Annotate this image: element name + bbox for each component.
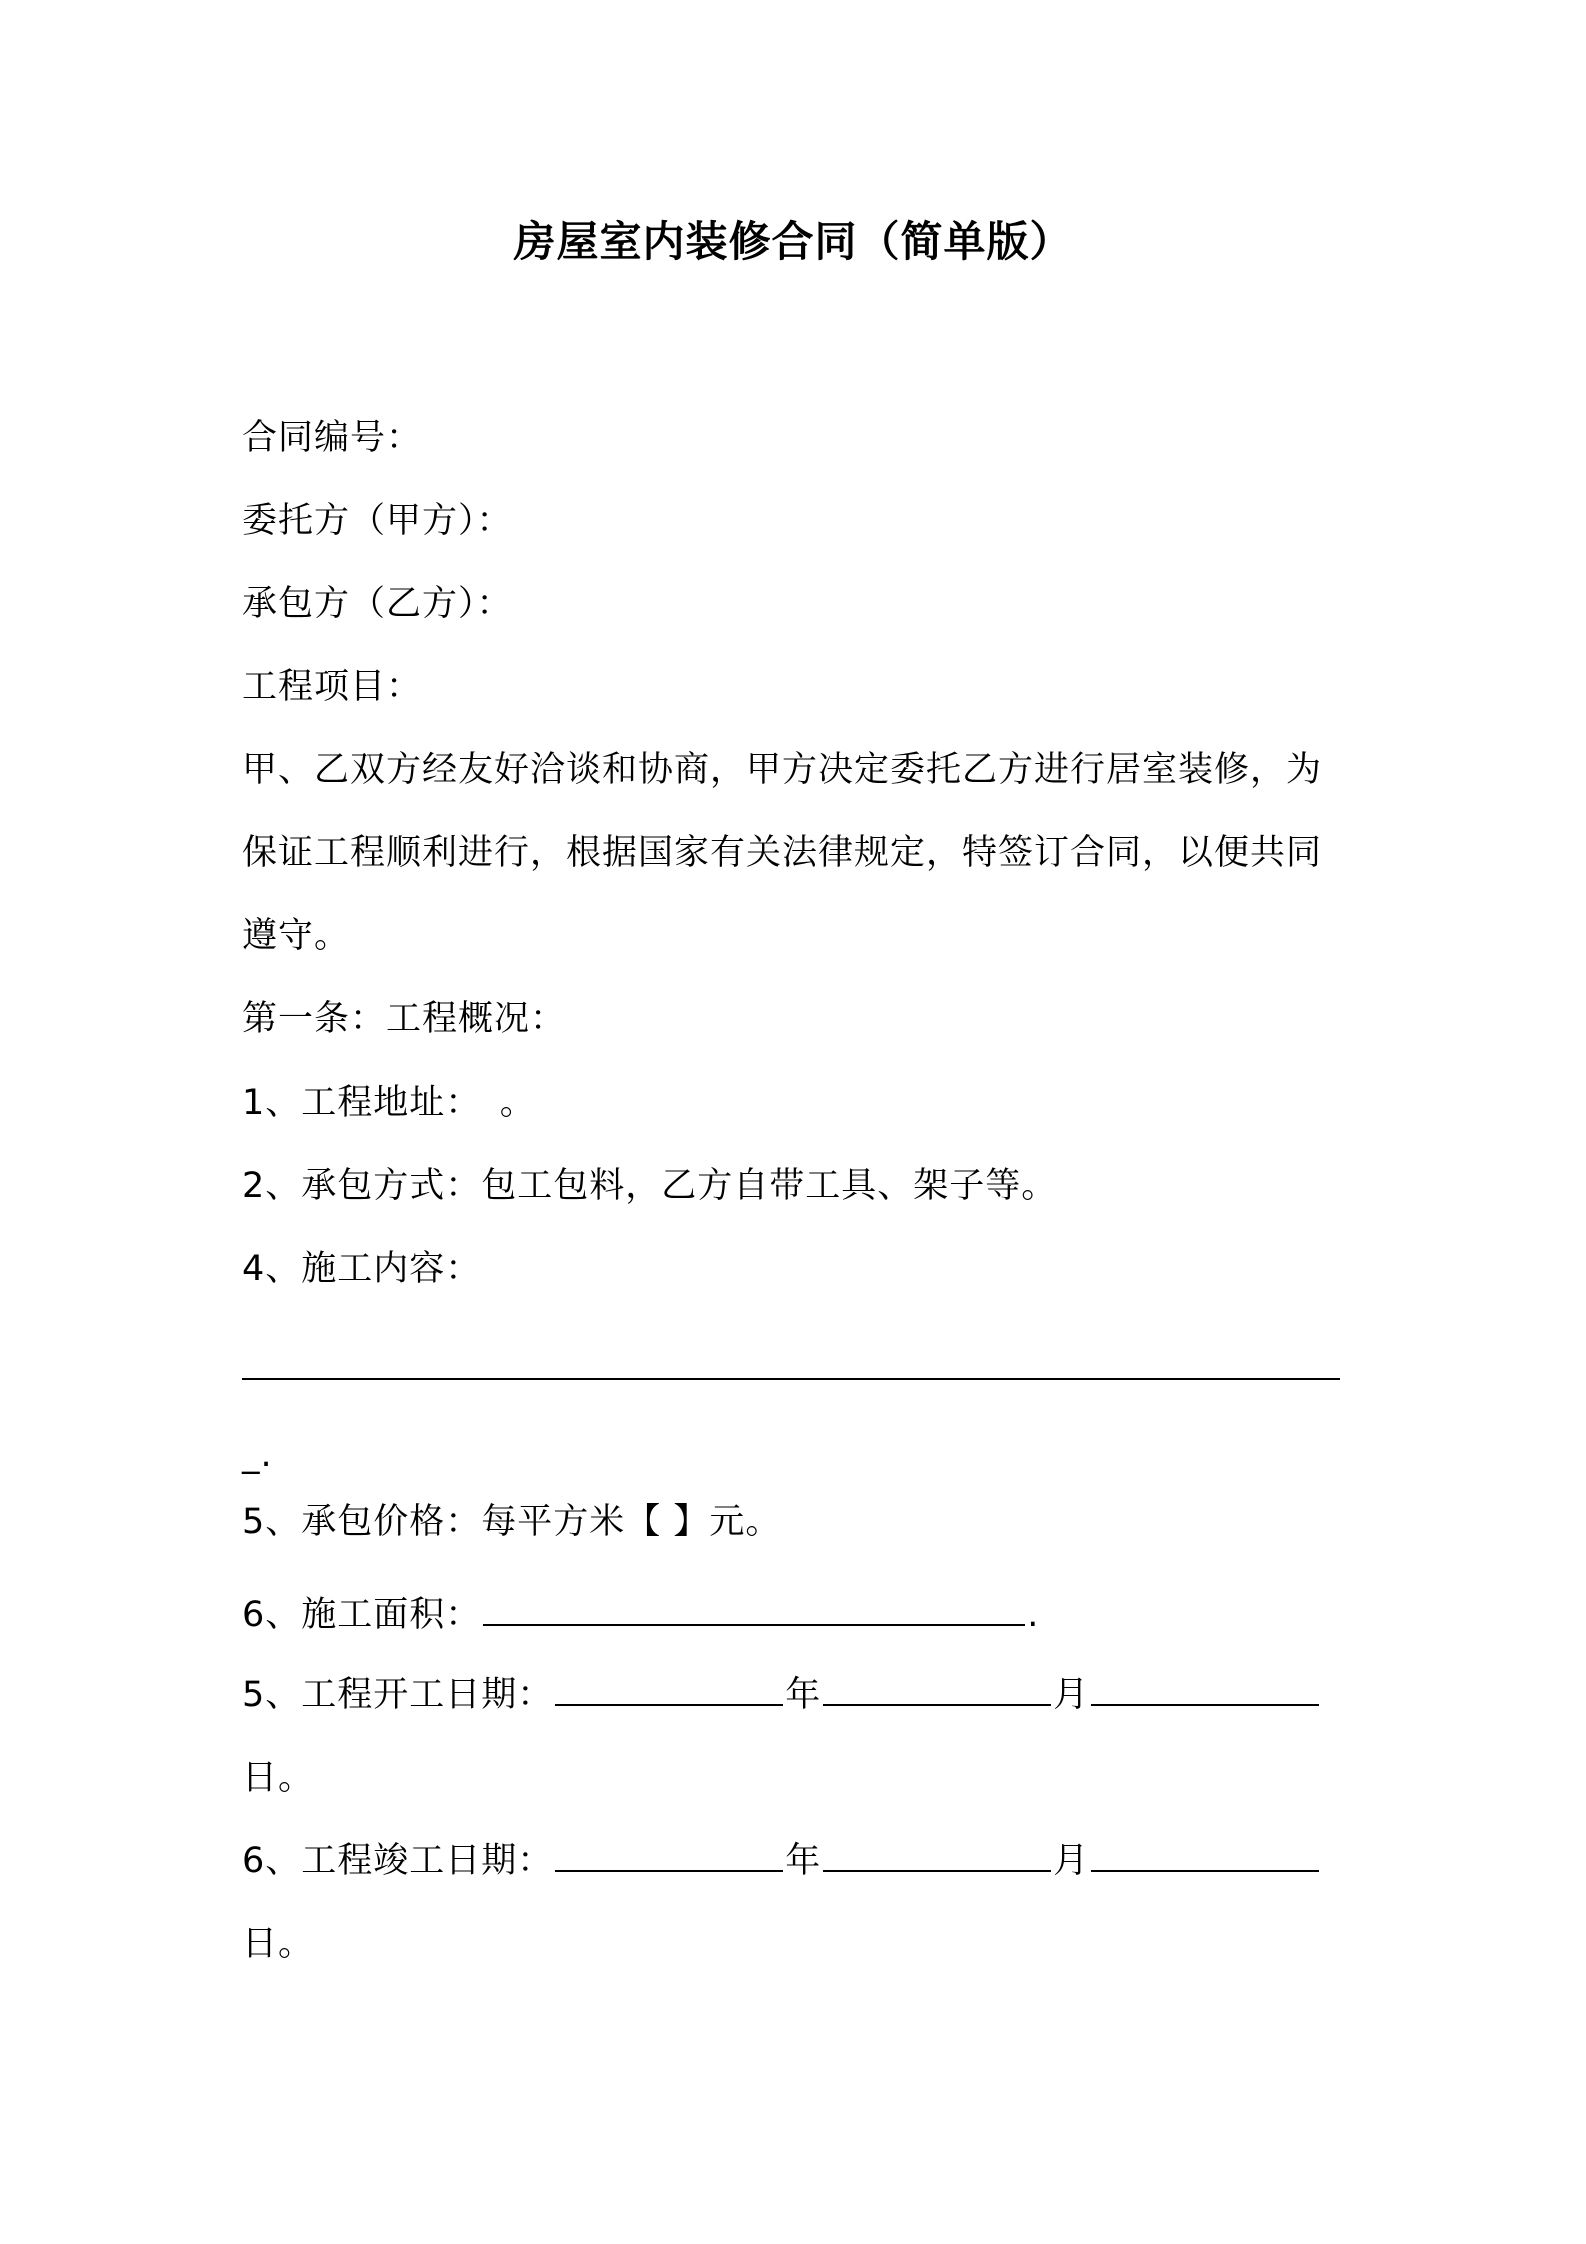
preamble-line-2: 保证工程顺利进行，根据国家有关法律规定，特签订合同，以便共同: [242, 833, 1323, 873]
construction-area-end: .: [1027, 1595, 1040, 1635]
construction-content-label: 4、施工内容：: [242, 1249, 482, 1289]
project-address: 1、工程地址： 。: [242, 1083, 536, 1123]
completion-year-unit: 年: [785, 1841, 822, 1881]
contract-price: 5、承包价格：每平方米【 】元。: [242, 1502, 782, 1542]
start-year-blank: [555, 1674, 783, 1706]
project-label: 工程项目：: [242, 667, 423, 707]
party-b-label: 承包方（乙方）：: [242, 584, 513, 624]
construction-content-blank-line: [242, 1378, 1340, 1380]
start-date-label: 5、工程开工日期：: [242, 1675, 554, 1715]
construction-area-row: [242, 1590, 1039, 1640]
completion-year-blank: [555, 1840, 783, 1872]
construction-content-end: _.: [242, 1435, 273, 1475]
document-title: 房屋室内装修合同（简单版）: [513, 217, 1073, 266]
preamble-line-3: 遵守。: [242, 916, 351, 956]
completion-date-label: 6、工程竣工日期：: [242, 1841, 554, 1881]
contract-method: 2、承包方式：包工包料，乙方自带工具、架子等。: [242, 1166, 1058, 1206]
start-day-blank: [1091, 1674, 1319, 1706]
start-month-unit: 月: [1053, 1675, 1090, 1715]
construction-area-blank: [483, 1594, 1025, 1626]
construction-area-label: 6、施工面积：: [242, 1595, 482, 1635]
start-day-unit: 日。: [242, 1758, 315, 1798]
start-month-blank: [823, 1674, 1051, 1706]
contract-number-label: 合同编号：: [242, 418, 423, 458]
completion-date-row: [242, 1836, 1321, 1886]
completion-month-blank: [823, 1840, 1051, 1872]
completion-day-blank: [1091, 1840, 1319, 1872]
start-date-row: [242, 1670, 1321, 1720]
preamble-line-1: 甲、乙双方经友好洽谈和协商，甲方决定委托乙方进行居室装修，为: [242, 750, 1323, 790]
completion-month-unit: 月: [1053, 1841, 1090, 1881]
start-year-unit: 年: [785, 1675, 822, 1715]
article-1-heading: 第一条：工程概况：: [242, 999, 567, 1039]
completion-day-unit: 日。: [242, 1924, 315, 1964]
party-a-label: 委托方（甲方）：: [242, 501, 513, 541]
